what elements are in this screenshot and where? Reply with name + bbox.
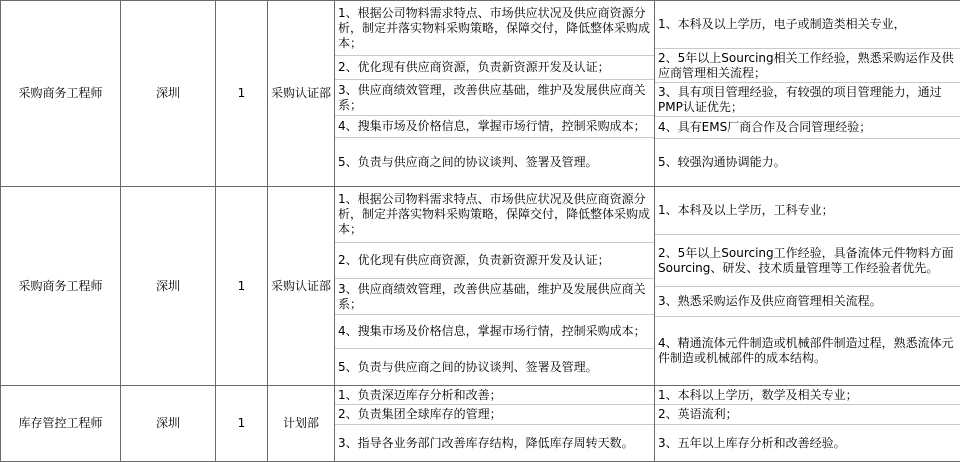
requirements-cell[interactable] (655, 1, 960, 187)
duty-text: 4、搜集市场及价格信息，掌握市场行情，控制采购成本； (338, 119, 646, 134)
requirements-list (655, 1, 960, 186)
duty-item (335, 405, 654, 425)
duty-text: 3、供应商绩效管理，改善供应基础，维护及发展供应商关系； (338, 282, 651, 312)
requirement-item (655, 386, 960, 405)
requirement-item (655, 139, 960, 186)
requirements-list (655, 386, 960, 461)
count-cell[interactable]: 1 (216, 187, 268, 386)
department-cell[interactable]: 采购认证部 (268, 1, 335, 187)
duties-list (335, 1, 654, 186)
duty-item (335, 187, 654, 243)
requirement-item (655, 235, 960, 287)
duty-text: 2、负责集团全球库存的管理； (338, 407, 502, 422)
requirement-text: 2、5年以上Sourcing相关工作经验，熟悉采购运作及供应商管理相关流程； (658, 51, 957, 81)
requirement-item (655, 405, 960, 425)
requirement-text: 1、本科以上学历，数学及相关专业； (658, 388, 858, 403)
duty-text: 5、负责与供应商之间的协议谈判、签署及管理。 (338, 360, 598, 375)
position-cell[interactable]: 库存管控工程师 (1, 386, 121, 462)
table-row (1, 386, 960, 462)
duty-text: 3、供应商绩效管理，改善供应基础，维护及发展供应商关系； (338, 83, 651, 113)
department-cell[interactable]: 采购认证部 (268, 187, 335, 386)
duty-item (335, 386, 654, 405)
requirement-item (655, 83, 960, 117)
duties-cell[interactable] (335, 187, 655, 386)
duty-item (335, 80, 654, 116)
duties-cell[interactable] (335, 1, 655, 187)
table-row (1, 187, 960, 386)
requirement-text: 1、本科及以上学历，电子或制造类相关专业， (658, 17, 906, 32)
count-cell[interactable]: 1 (216, 1, 268, 187)
table-row (1, 1, 960, 187)
position-cell[interactable]: 采购商务工程师 (1, 1, 121, 187)
duty-text: 1、根据公司物料需求特点、市场供应状况及供应商资源分析，制定并落实物料采购策略，保障交付，降低整体采购成本； (338, 192, 651, 237)
requirement-text: 3、五年以上库存分析和改善经验。 (658, 436, 846, 451)
location-cell[interactable]: 深圳 (121, 1, 216, 187)
requirement-item (655, 317, 960, 385)
duty-item (335, 425, 654, 461)
requirement-item (655, 287, 960, 317)
requirement-text: 4、精通流体元件制造或机械部件制造过程，熟悉流体元件制造或机械部件的成本结构。 (658, 336, 957, 366)
duty-item (335, 279, 654, 315)
duties-list (335, 386, 654, 461)
requirement-text: 1、本科及以上学历，工科专业； (658, 203, 834, 218)
requirements-cell[interactable] (655, 187, 960, 386)
duty-text: 4、搜集市场及价格信息，掌握市场行情，控制采购成本； (338, 324, 646, 339)
requirement-text: 4、具有EMS厂商合作及合同管理经验； (658, 120, 871, 135)
requirement-text: 3、具有项目管理经验，有较强的项目管理能力，通过PMP认证优先； (658, 85, 957, 115)
duty-text: 2、优化现有供应商资源，负责新资源开发及认证； (338, 60, 610, 75)
location-cell[interactable]: 深圳 (121, 386, 216, 462)
requirements-list (655, 187, 960, 385)
requirement-text: 2、5年以上Sourcing工作经验，具备流体元件物料方面Sourcing、研发、技术质量管理等工作经验者优先。 (658, 246, 957, 276)
duty-text: 1、根据公司物料需求特点、市场供应状况及供应商资源分析，制定并落实物料采购策略，保障交付，降低整体采购成本； (338, 6, 651, 51)
requirement-item (655, 1, 960, 49)
location-cell[interactable]: 深圳 (121, 187, 216, 386)
requirement-text: 5、较强沟通协调能力。 (658, 155, 786, 170)
duty-item (335, 138, 654, 186)
duty-item (335, 243, 654, 279)
duty-item (335, 315, 654, 349)
duty-text: 5、负责与供应商之间的协议谈判、签署及管理。 (338, 155, 598, 170)
duty-text: 3、指导各业务部门改善库存结构，降低库存周转天数。 (338, 436, 634, 451)
duties-cell[interactable] (335, 386, 655, 462)
requirement-text: 2、英语流利； (658, 407, 738, 422)
requirement-item (655, 49, 960, 83)
requirements-cell[interactable] (655, 386, 960, 462)
duty-item (335, 56, 654, 80)
duties-list (335, 187, 654, 385)
department-cell[interactable]: 计划部 (268, 386, 335, 462)
requirement-item (655, 117, 960, 139)
count-cell[interactable]: 1 (216, 386, 268, 462)
duty-text: 2、优化现有供应商资源，负责新资源开发及认证； (338, 253, 610, 268)
requirement-item (655, 425, 960, 461)
requirement-item (655, 187, 960, 235)
duty-item (335, 1, 654, 56)
duty-item (335, 116, 654, 138)
duty-item (335, 349, 654, 385)
position-cell[interactable]: 采购商务工程师 (1, 187, 121, 386)
duty-text: 1、负责深迈库存分析和改善； (338, 388, 502, 403)
requirement-text: 3、熟悉采购运作及供应商管理相关流程。 (658, 294, 882, 309)
